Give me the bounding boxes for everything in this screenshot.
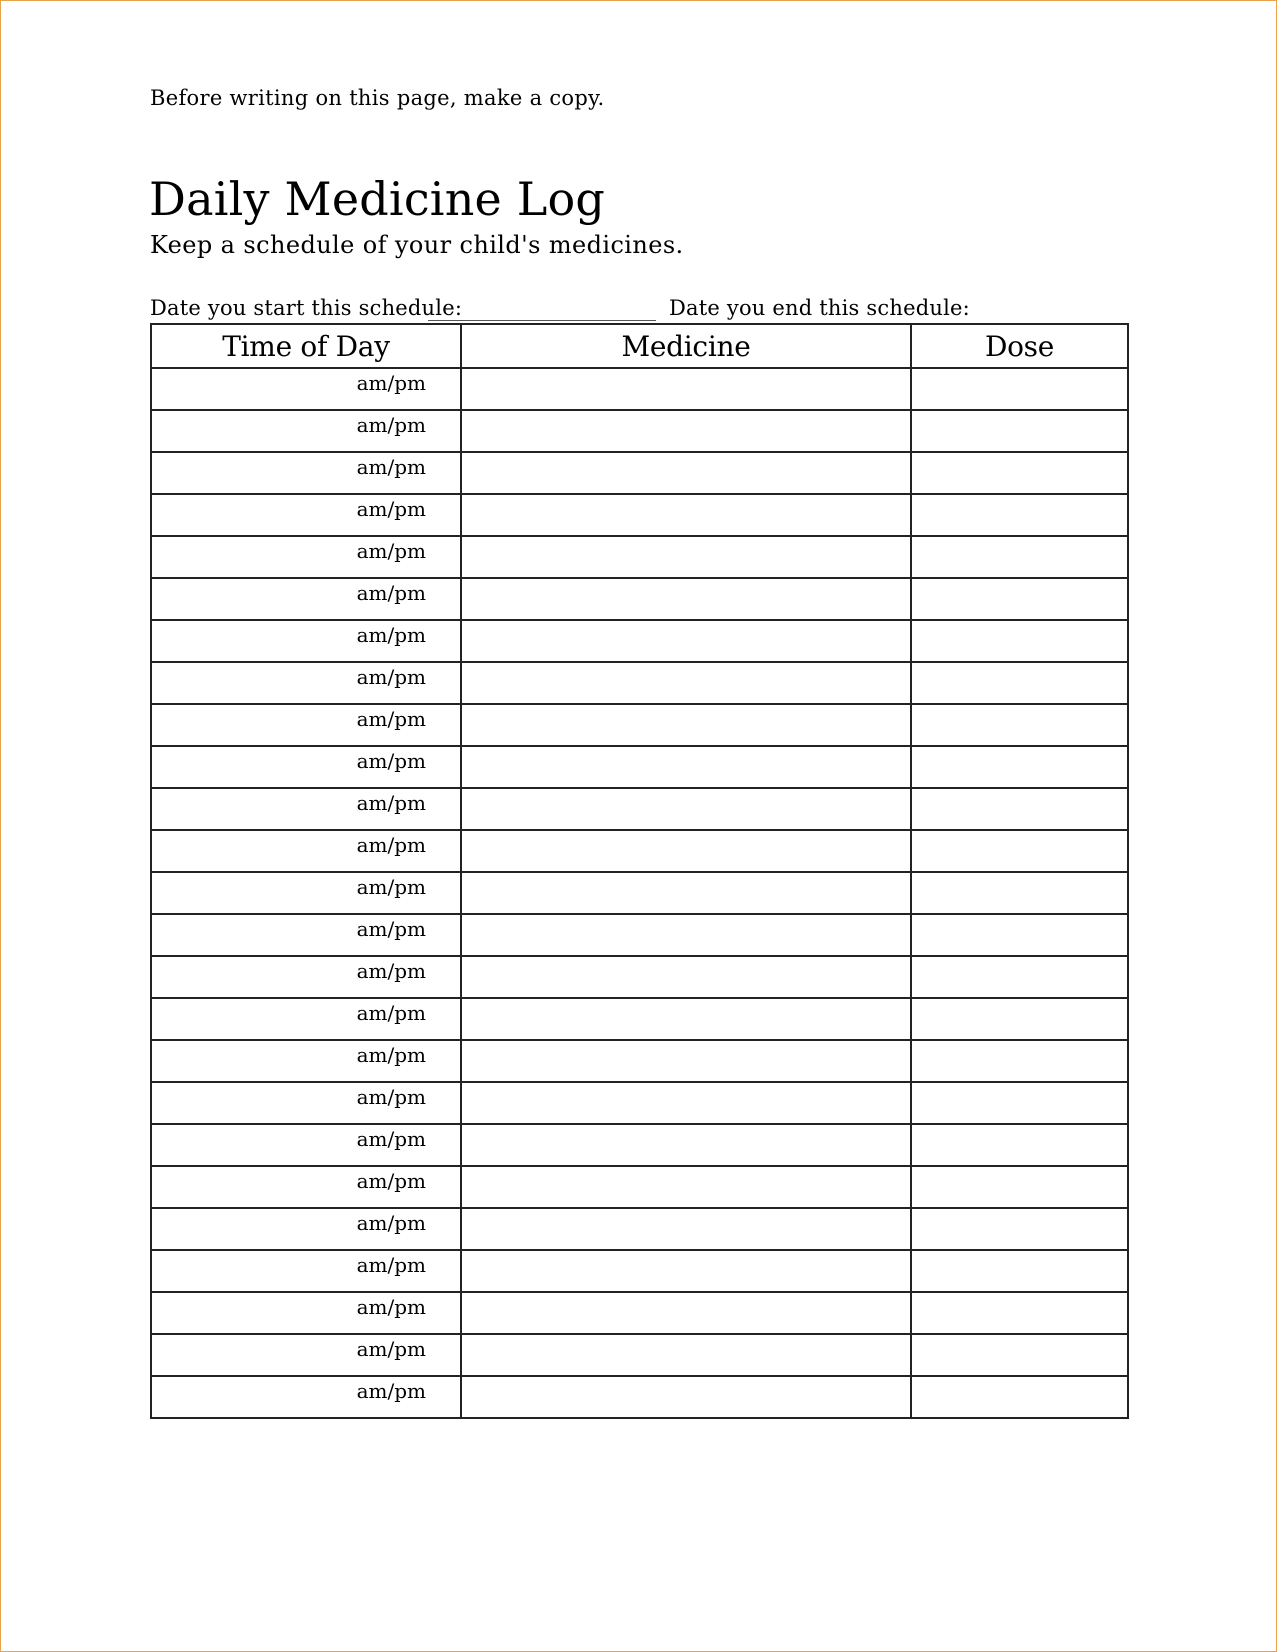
medicine-cell[interactable] bbox=[461, 536, 911, 578]
medicine-cell[interactable] bbox=[461, 956, 911, 998]
table-row bbox=[151, 1376, 1128, 1418]
medicine-cell[interactable] bbox=[461, 578, 911, 620]
medicine-cell[interactable] bbox=[461, 1124, 911, 1166]
start-date-field[interactable] bbox=[428, 320, 656, 321]
am-pm-label: am/pm bbox=[356, 1001, 426, 1025]
time-of-day-cell[interactable] bbox=[151, 368, 461, 410]
am-pm-label: am/pm bbox=[356, 791, 426, 815]
header-time-of-day: Time of Day bbox=[151, 324, 461, 368]
table-row bbox=[151, 1208, 1128, 1250]
dose-cell[interactable] bbox=[911, 1124, 1128, 1166]
am-pm-label: am/pm bbox=[356, 959, 426, 983]
time-of-day-cell[interactable] bbox=[151, 410, 461, 452]
table-row bbox=[151, 830, 1128, 872]
medicine-cell[interactable] bbox=[461, 1166, 911, 1208]
time-of-day-cell[interactable] bbox=[151, 956, 461, 998]
am-pm-label: am/pm bbox=[356, 371, 426, 395]
medicine-cell[interactable] bbox=[461, 1250, 911, 1292]
medicine-cell[interactable] bbox=[461, 368, 911, 410]
table-row bbox=[151, 1166, 1128, 1208]
table-row bbox=[151, 704, 1128, 746]
table-row bbox=[151, 956, 1128, 998]
am-pm-label: am/pm bbox=[356, 539, 426, 563]
dose-cell[interactable] bbox=[911, 1166, 1128, 1208]
dose-cell[interactable] bbox=[911, 452, 1128, 494]
table-row bbox=[151, 536, 1128, 578]
table-row bbox=[151, 410, 1128, 452]
am-pm-label: am/pm bbox=[356, 497, 426, 521]
table-row bbox=[151, 1040, 1128, 1082]
time-of-day-cell[interactable] bbox=[151, 1376, 461, 1418]
table-row bbox=[151, 662, 1128, 704]
medicine-cell[interactable] bbox=[461, 1082, 911, 1124]
table-row bbox=[151, 872, 1128, 914]
medicine-cell[interactable] bbox=[461, 662, 911, 704]
medicine-cell[interactable] bbox=[461, 746, 911, 788]
dose-cell[interactable] bbox=[911, 956, 1128, 998]
time-of-day-cell[interactable] bbox=[151, 620, 461, 662]
dose-cell[interactable] bbox=[911, 1208, 1128, 1250]
time-of-day-cell[interactable] bbox=[151, 914, 461, 956]
time-of-day-cell[interactable] bbox=[151, 788, 461, 830]
am-pm-label: am/pm bbox=[356, 749, 426, 773]
medicine-cell[interactable] bbox=[461, 830, 911, 872]
table-row bbox=[151, 578, 1128, 620]
dose-cell[interactable] bbox=[911, 998, 1128, 1040]
table-header-row bbox=[151, 324, 1128, 368]
medicine-cell[interactable] bbox=[461, 494, 911, 536]
dose-cell[interactable] bbox=[911, 788, 1128, 830]
time-of-day-cell[interactable] bbox=[151, 1082, 461, 1124]
end-date-label: Date you end this schedule: bbox=[669, 296, 970, 320]
medicine-cell[interactable] bbox=[461, 914, 911, 956]
dose-cell[interactable] bbox=[911, 662, 1128, 704]
page-subtitle: Keep a schedule of your child's medicines. bbox=[150, 231, 684, 259]
dose-cell[interactable] bbox=[911, 1250, 1128, 1292]
table-row bbox=[151, 1334, 1128, 1376]
am-pm-label: am/pm bbox=[356, 917, 426, 941]
start-date-label: Date you start this schedule: bbox=[150, 296, 463, 320]
time-of-day-cell[interactable] bbox=[151, 1250, 461, 1292]
am-pm-label: am/pm bbox=[356, 1211, 426, 1235]
dose-cell[interactable] bbox=[911, 746, 1128, 788]
header-medicine: Medicine bbox=[461, 324, 911, 368]
dose-cell[interactable] bbox=[911, 1376, 1128, 1418]
am-pm-label: am/pm bbox=[356, 1043, 426, 1067]
time-of-day-cell[interactable] bbox=[151, 830, 461, 872]
table-row bbox=[151, 1124, 1128, 1166]
medicine-cell[interactable] bbox=[461, 1334, 911, 1376]
am-pm-label: am/pm bbox=[356, 707, 426, 731]
time-of-day-cell[interactable] bbox=[151, 1334, 461, 1376]
time-of-day-cell[interactable] bbox=[151, 872, 461, 914]
table-row bbox=[151, 368, 1128, 410]
time-of-day-cell[interactable] bbox=[151, 1040, 461, 1082]
dose-cell[interactable] bbox=[911, 704, 1128, 746]
table-row bbox=[151, 998, 1128, 1040]
table-row bbox=[151, 452, 1128, 494]
am-pm-label: am/pm bbox=[356, 1127, 426, 1151]
am-pm-label: am/pm bbox=[356, 833, 426, 857]
time-of-day-cell[interactable] bbox=[151, 662, 461, 704]
medicine-cell[interactable] bbox=[461, 452, 911, 494]
am-pm-label: am/pm bbox=[356, 1253, 426, 1277]
medicine-cell[interactable] bbox=[461, 704, 911, 746]
dose-cell[interactable] bbox=[911, 1040, 1128, 1082]
am-pm-label: am/pm bbox=[356, 1169, 426, 1193]
am-pm-label: am/pm bbox=[356, 455, 426, 479]
time-of-day-cell[interactable] bbox=[151, 1292, 461, 1334]
dose-cell[interactable] bbox=[911, 494, 1128, 536]
am-pm-label: am/pm bbox=[356, 413, 426, 437]
table-row bbox=[151, 914, 1128, 956]
table-body bbox=[151, 368, 1128, 1418]
medicine-log-table bbox=[150, 323, 1129, 1419]
time-of-day-cell[interactable] bbox=[151, 746, 461, 788]
dose-cell[interactable] bbox=[911, 1334, 1128, 1376]
am-pm-label: am/pm bbox=[356, 1337, 426, 1361]
time-of-day-cell[interactable] bbox=[151, 578, 461, 620]
copy-notice: Before writing on this page, make a copy. bbox=[150, 86, 605, 110]
dose-cell[interactable] bbox=[911, 368, 1128, 410]
dose-cell[interactable] bbox=[911, 536, 1128, 578]
am-pm-label: am/pm bbox=[356, 1085, 426, 1109]
time-of-day-cell[interactable] bbox=[151, 494, 461, 536]
medicine-cell[interactable] bbox=[461, 1040, 911, 1082]
am-pm-label: am/pm bbox=[356, 581, 426, 605]
time-of-day-cell[interactable] bbox=[151, 536, 461, 578]
dose-cell[interactable] bbox=[911, 1082, 1128, 1124]
medicine-cell[interactable] bbox=[461, 998, 911, 1040]
header-dose: Dose bbox=[911, 324, 1128, 368]
time-of-day-cell[interactable] bbox=[151, 998, 461, 1040]
dose-cell[interactable] bbox=[911, 620, 1128, 662]
table-row bbox=[151, 1250, 1128, 1292]
time-of-day-cell[interactable] bbox=[151, 1166, 461, 1208]
medicine-cell[interactable] bbox=[461, 788, 911, 830]
dose-cell[interactable] bbox=[911, 830, 1128, 872]
time-of-day-cell[interactable] bbox=[151, 704, 461, 746]
am-pm-label: am/pm bbox=[356, 665, 426, 689]
medicine-cell[interactable] bbox=[461, 620, 911, 662]
table-row bbox=[151, 1082, 1128, 1124]
medicine-cell[interactable] bbox=[461, 872, 911, 914]
table-row bbox=[151, 620, 1128, 662]
am-pm-label: am/pm bbox=[356, 623, 426, 647]
table-row bbox=[151, 746, 1128, 788]
table-row bbox=[151, 494, 1128, 536]
dose-cell[interactable] bbox=[911, 410, 1128, 452]
am-pm-label: am/pm bbox=[356, 1379, 426, 1403]
table-row bbox=[151, 788, 1128, 830]
dose-cell[interactable] bbox=[911, 578, 1128, 620]
medicine-cell[interactable] bbox=[461, 1292, 911, 1334]
dose-cell[interactable] bbox=[911, 914, 1128, 956]
page-title: Daily Medicine Log bbox=[149, 172, 606, 226]
time-of-day-cell[interactable] bbox=[151, 1124, 461, 1166]
medicine-cell[interactable] bbox=[461, 1208, 911, 1250]
medicine-cell[interactable] bbox=[461, 1376, 911, 1418]
am-pm-label: am/pm bbox=[356, 875, 426, 899]
table-row bbox=[151, 1292, 1128, 1334]
medicine-cell[interactable] bbox=[461, 410, 911, 452]
time-of-day-cell[interactable] bbox=[151, 1208, 461, 1250]
dose-cell[interactable] bbox=[911, 1292, 1128, 1334]
dose-cell[interactable] bbox=[911, 872, 1128, 914]
time-of-day-cell[interactable] bbox=[151, 452, 461, 494]
am-pm-label: am/pm bbox=[356, 1295, 426, 1319]
